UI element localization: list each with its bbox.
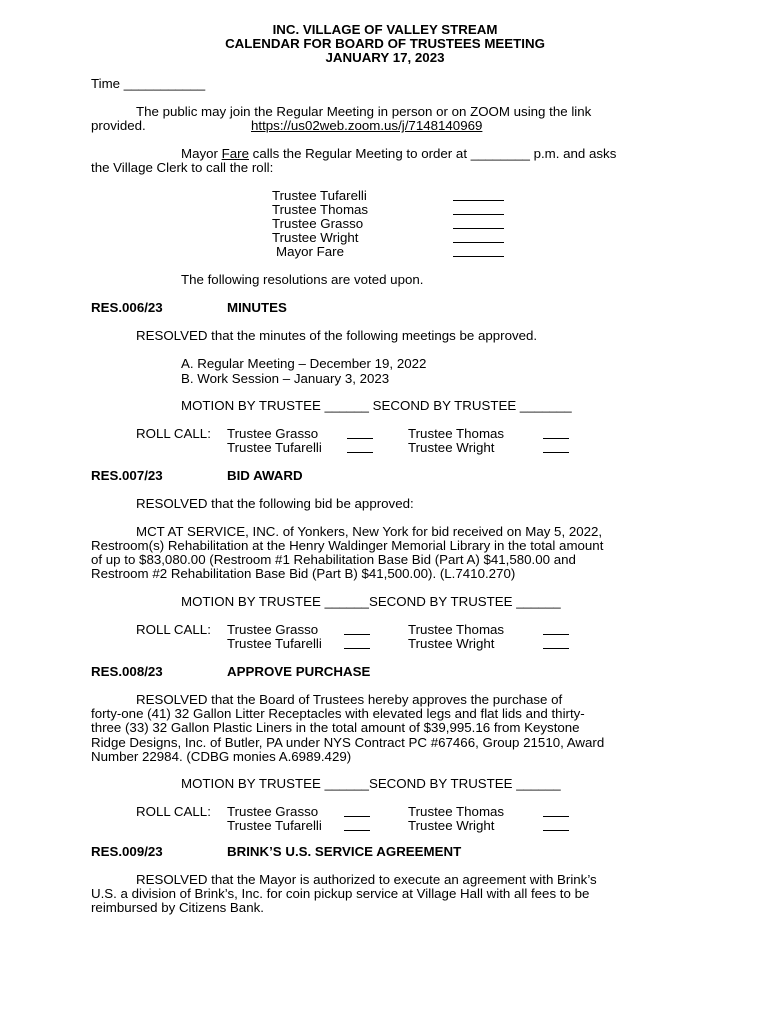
res-008-motion: MOTION BY TRUSTEE ______SECOND BY TRUSTEE ______ [181, 776, 561, 791]
roll-grasso: Trustee Grasso [272, 216, 364, 231]
roll-call-blank [543, 438, 569, 439]
resolutions-intro: The following resolutions are voted upon. [181, 272, 424, 287]
roll-call-tufarelli: Trustee Tufarelli [227, 636, 322, 651]
res-007-body-3: of up to $83,080.00 (Restroom #1 Rehabilitation Base Bid (Part A) $41,580.00 and [91, 552, 576, 567]
roll-call-grasso: Trustee Grasso [227, 426, 319, 441]
roll-call-blank [344, 648, 370, 649]
res-007-body-4: Restroom #2 Rehabilitation Base Bid (Part B) $41,500.00). (L.7410.270) [91, 566, 516, 581]
call-middle: calls the Regular Meeting to order at ________ p.m. and asks [248, 146, 617, 161]
roll-call-blank [347, 452, 373, 453]
res-007-body-2: Restroom(s) Rehabilitation at the Henry Waldinger Memorial Library in the total amount [91, 538, 604, 553]
roll-call-label: ROLL CALL: [136, 426, 211, 441]
roll-call-grasso: Trustee Grasso [227, 622, 319, 637]
roll-call-tufarelli: Trustee Tufarelli [227, 440, 322, 455]
roll-blank [453, 214, 504, 215]
roll-call-wright: Trustee Wright [408, 636, 495, 651]
roll-call-wright: Trustee Wright [408, 818, 495, 833]
roll-call-thomas: Trustee Thomas [408, 804, 505, 819]
res-009-number: RES.009/23 [91, 844, 163, 859]
roll-call-blank [543, 830, 569, 831]
res-009-body-3: reimbursed by Citizens Bank. [91, 900, 264, 915]
res-007-resolved: RESOLVED that the following bid be approved: [136, 496, 414, 511]
res-008-body-3: three (33) 32 Gallon Plastic Liners in the total amount of $39,995.16 from Keystone [91, 720, 580, 735]
res-008-title: APPROVE PURCHASE [227, 664, 371, 679]
roll-call-blank [344, 830, 370, 831]
roll-tufarelli: Trustee Tufarelli [272, 188, 367, 203]
res-008-number: RES.008/23 [91, 664, 163, 679]
res-006-number: RES.006/23 [91, 300, 163, 315]
intro-line-2: provided. [91, 118, 146, 133]
roll-call-blank [344, 634, 370, 635]
roll-call-blank [543, 648, 569, 649]
res-008-body-5: Number 22984. (CDBG monies A.6989.429) [91, 749, 352, 764]
res-007-title: BID AWARD [227, 468, 303, 483]
res-006-resolved: RESOLVED that the minutes of the following meetings be approved. [136, 328, 538, 343]
roll-call-thomas: Trustee Thomas [408, 426, 505, 441]
roll-call-blank [347, 438, 373, 439]
res-009-title: BRINK’S U.S. SERVICE AGREEMENT [227, 844, 462, 859]
header-date: JANUARY 17, 2023 [325, 50, 445, 65]
res-006-title: MINUTES [227, 300, 287, 315]
call-to-order-line-1 [181, 146, 616, 161]
mayor-name: Fare [221, 146, 249, 161]
res-007-motion: MOTION BY TRUSTEE ______SECOND BY TRUSTEE ______ [181, 594, 561, 609]
time-label: Time ___________ [91, 76, 206, 91]
roll-call-wright: Trustee Wright [408, 440, 495, 455]
res-009-body-1: RESOLVED that the Mayor is authorized to execute an agreement with Brink’s [136, 872, 597, 887]
call-to-order-line-2: the Village Clerk to call the roll: [91, 160, 274, 175]
res-008-body-1: RESOLVED that the Board of Trustees hereby approves the purchase of [136, 692, 563, 707]
res-006-item-a: A. Regular Meeting – December 19, 2022 [181, 356, 427, 371]
res-008-body-4: Ridge Designs, Inc. of Butler, PA under NYS Contract PC #67466, Group 21510, Award [91, 735, 605, 750]
res-006-item-b: B. Work Session – January 3, 2023 [181, 371, 390, 386]
res-006-motion: MOTION BY TRUSTEE ______ SECOND BY TRUSTEE _______ [181, 398, 572, 413]
roll-call-blank [543, 452, 569, 453]
roll-call-blank [344, 816, 370, 817]
roll-call-tufarelli: Trustee Tufarelli [227, 818, 322, 833]
res-007-number: RES.007/23 [91, 468, 163, 483]
zoom-link[interactable]: https://us02web.zoom.us/j/7148140969 [251, 118, 483, 133]
header-title: INC. VILLAGE OF VALLEY STREAM [272, 22, 498, 37]
roll-call-grasso: Trustee Grasso [227, 804, 319, 819]
res-008-body-2: forty-one (41) 32 Gallon Litter Receptacles with elevated legs and flat lids and thirty- [91, 706, 585, 721]
roll-thomas: Trustee Thomas [272, 202, 369, 217]
roll-call-label: ROLL CALL: [136, 622, 211, 637]
roll-mayor: Mayor Fare [276, 244, 344, 259]
roll-blank [453, 200, 504, 201]
roll-call-blank [543, 634, 569, 635]
call-prefix: Mayor [181, 146, 222, 161]
res-007-body-1: MCT AT SERVICE, INC. of Yonkers, New York for bid received on May 5, 2022, [136, 524, 603, 539]
roll-call-thomas: Trustee Thomas [408, 622, 505, 637]
roll-blank [453, 242, 504, 243]
roll-call-blank [543, 816, 569, 817]
roll-blank [453, 256, 504, 257]
header-subtitle: CALENDAR FOR BOARD OF TRUSTEES MEETING [225, 36, 545, 51]
roll-call-label: ROLL CALL: [136, 804, 211, 819]
intro-line-1: The public may join the Regular Meeting in person or on ZOOM using the link [136, 104, 592, 119]
roll-blank [453, 228, 504, 229]
res-009-body-2: U.S. a division of Brink’s, Inc. for coin pickup service at Village Hall with all fees to be [91, 886, 590, 901]
roll-wright: Trustee Wright [272, 230, 359, 245]
